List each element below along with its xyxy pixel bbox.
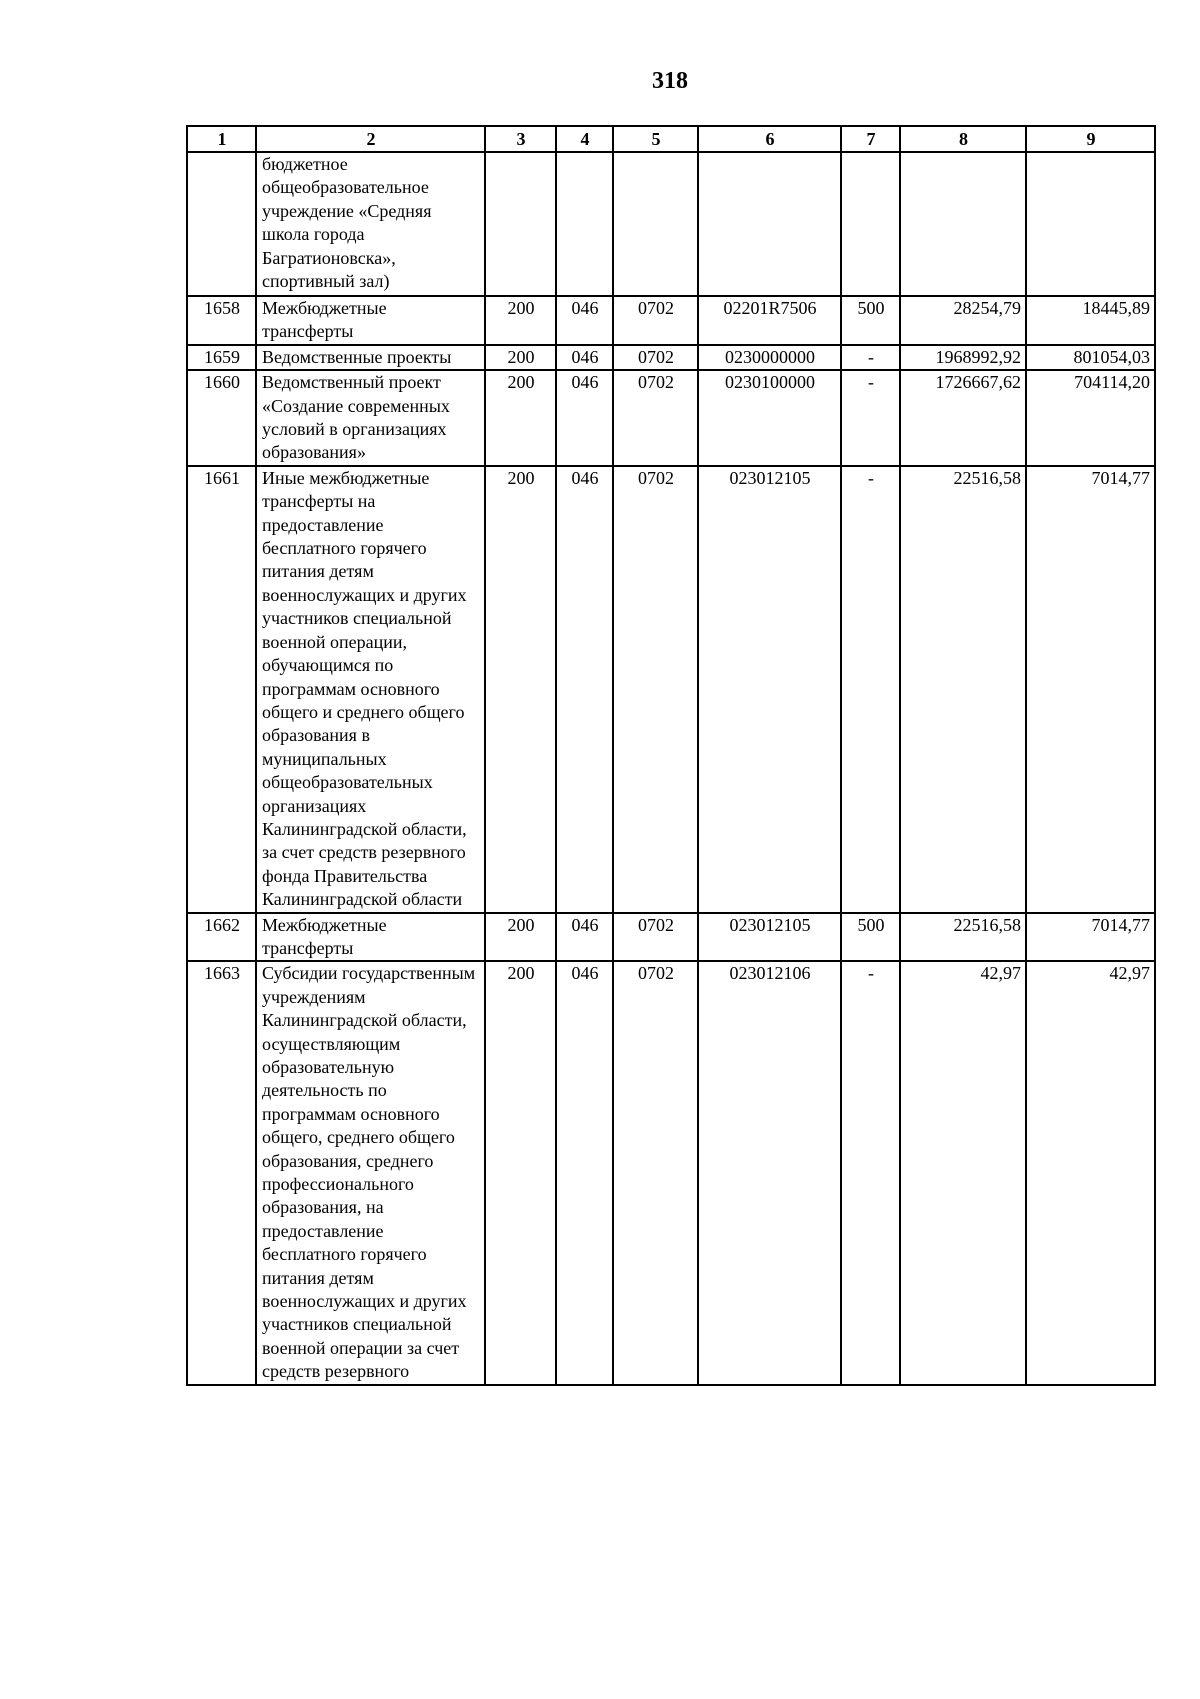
- table-row: [187, 961, 1155, 1384]
- col-header-5: 5: [613, 126, 698, 152]
- cell-col9: 18445,89: [1026, 296, 1155, 345]
- cell-name: Межбюджетные трансферты: [256, 296, 485, 345]
- cell-row-number: 1659: [187, 345, 256, 370]
- cell-col7: 500: [841, 913, 900, 962]
- cell-col5: 0702: [613, 345, 698, 370]
- cell-col4: 046: [556, 913, 613, 962]
- table-row: [187, 370, 1155, 466]
- table-row-continuation: [187, 152, 1155, 296]
- cell-col6: 02201R7506: [698, 296, 841, 345]
- cell-col5: 0702: [613, 370, 698, 466]
- cell-col3: 200: [485, 913, 556, 962]
- cell-col3: 200: [485, 961, 556, 1384]
- cell-col3: 200: [485, 345, 556, 370]
- col-header-6: 6: [698, 126, 841, 152]
- cell-row-number: 1661: [187, 466, 256, 913]
- cell-col3: 200: [485, 466, 556, 913]
- cell-name: Межбюджетные трансферты: [256, 913, 485, 962]
- cell-col8: 42,97: [900, 961, 1026, 1384]
- cell-col7: 500: [841, 296, 900, 345]
- cell-col9: 42,97: [1026, 961, 1155, 1384]
- cell-row-number: 1660: [187, 370, 256, 466]
- budget-table: [186, 125, 1156, 1386]
- cell-col5: 0702: [613, 913, 698, 962]
- cell-col9: 704114,20: [1026, 370, 1155, 466]
- table-row: [187, 466, 1155, 913]
- cell-col3: 200: [485, 370, 556, 466]
- col-header-4: 4: [556, 126, 613, 152]
- cell-empty: [698, 152, 841, 296]
- cell-empty: [613, 152, 698, 296]
- header-row: [187, 126, 1155, 152]
- cell-col6: 0230000000: [698, 345, 841, 370]
- col-header-8: 8: [900, 126, 1026, 152]
- cell-col8: 1726667,62: [900, 370, 1026, 466]
- cell-col9: 7014,77: [1026, 913, 1155, 962]
- cell-col9: 7014,77: [1026, 466, 1155, 913]
- cell-col8: 1968992,92: [900, 345, 1026, 370]
- cell-empty: [900, 152, 1026, 296]
- cell-col7: -: [841, 370, 900, 466]
- cell-col5: 0702: [613, 296, 698, 345]
- cell-empty: [485, 152, 556, 296]
- cell-row-number: 1662: [187, 913, 256, 962]
- cell-name: Ведомственные проекты: [256, 345, 485, 370]
- cell-col7: -: [841, 345, 900, 370]
- cell-col6: 023012105: [698, 913, 841, 962]
- table-row: [187, 913, 1155, 962]
- cell-col6: 0230100000: [698, 370, 841, 466]
- cell-col8: 22516,58: [900, 913, 1026, 962]
- cell-col4: 046: [556, 345, 613, 370]
- cell-empty: [187, 152, 256, 296]
- col-header-2: 2: [256, 126, 485, 152]
- cell-col4: 046: [556, 961, 613, 1384]
- cell-empty: [841, 152, 900, 296]
- cell-col7: -: [841, 466, 900, 913]
- page-number: 318: [652, 68, 688, 94]
- cell-col8: 22516,58: [900, 466, 1026, 913]
- cell-empty: [1026, 152, 1155, 296]
- col-header-7: 7: [841, 126, 900, 152]
- table-row: [187, 345, 1155, 370]
- cell-continuation-text: бюджетное общеобразовательное учреждение «Средняя школа города Багратионовска», спортивный зал): [256, 152, 485, 296]
- cell-col9: 801054,03: [1026, 345, 1155, 370]
- cell-name: Субсидии государственным учреждениям Калининградской области, осуществляющим образовательную деятельность по программам основного общего, среднего общего образования, среднего профессионального образования, на предоставление бесплатного горячего питания детям военнослужащих и других участников специальной военной операции за счет средств резервного: [256, 961, 485, 1384]
- cell-col5: 0702: [613, 961, 698, 1384]
- cell-col7: -: [841, 961, 900, 1384]
- cell-empty: [556, 152, 613, 296]
- cell-col6: 023012105: [698, 466, 841, 913]
- cell-col4: 046: [556, 296, 613, 345]
- col-header-1: 1: [187, 126, 256, 152]
- cell-col4: 046: [556, 370, 613, 466]
- cell-col3: 200: [485, 296, 556, 345]
- col-header-9: 9: [1026, 126, 1155, 152]
- cell-col8: 28254,79: [900, 296, 1026, 345]
- cell-col6: 023012106: [698, 961, 841, 1384]
- table-row: [187, 296, 1155, 345]
- cell-name: Ведомственный проект «Создание современных условий в организациях образования»: [256, 370, 485, 466]
- cell-name: Иные межбюджетные трансферты на предоставление бесплатного горячего питания детям военнослужащих и других участников специальной военной операции, обучающимся по программам основного общего и среднего общего образования в муниципальных общеобразовательных организациях Калининградской области, за счет средств резервного фонда Правительства Калининградской области: [256, 466, 485, 913]
- cell-row-number: 1663: [187, 961, 256, 1384]
- cell-col4: 046: [556, 466, 613, 913]
- cell-row-number: 1658: [187, 296, 256, 345]
- cell-col5: 0702: [613, 466, 698, 913]
- col-header-3: 3: [485, 126, 556, 152]
